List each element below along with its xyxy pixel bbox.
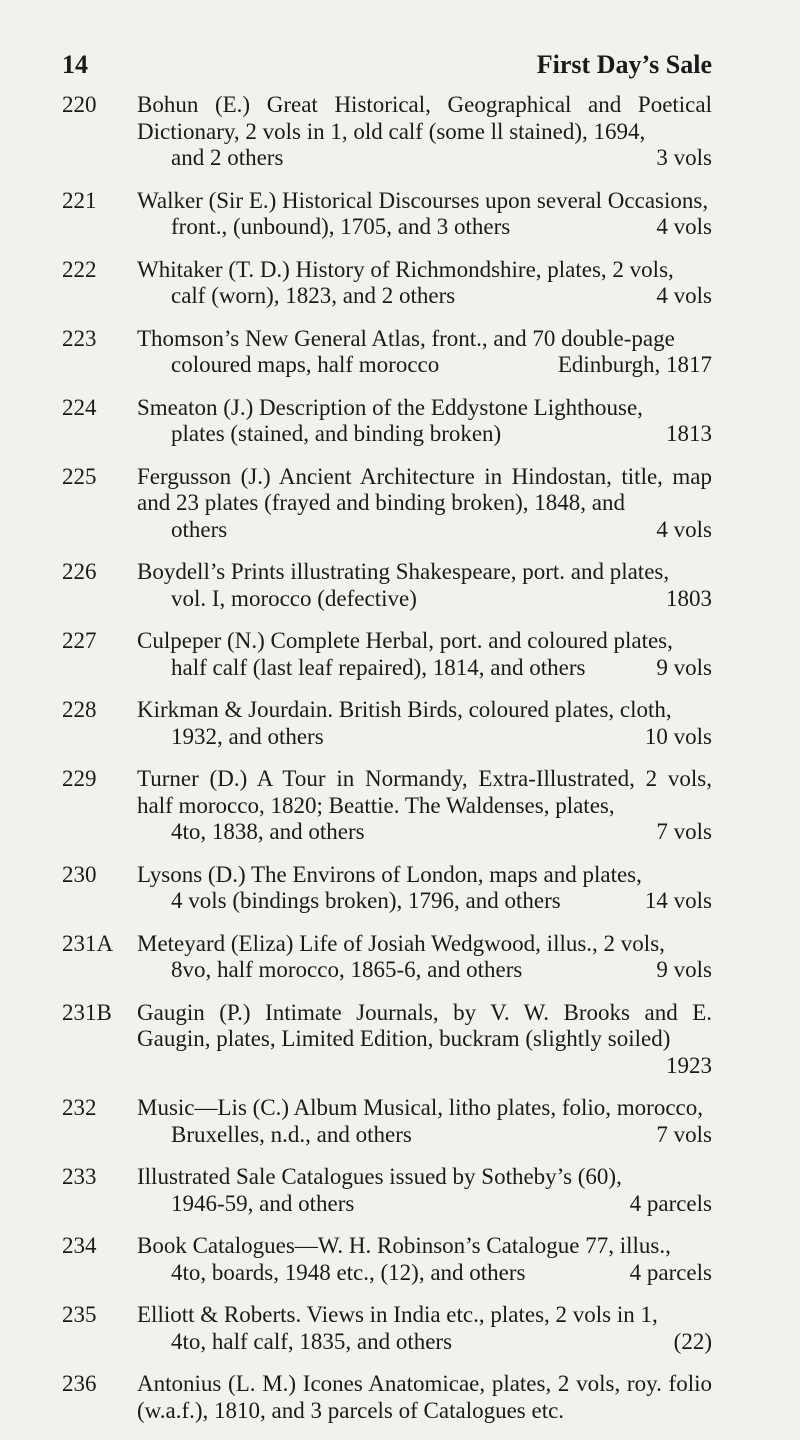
lot-description-end: 1946-59, and others [171, 1190, 355, 1216]
lot-description: Meteyard (Eliza) Life of Josiah Wedgwood, illus., 2 vols, [137, 930, 665, 956]
lot-number: 227 [62, 628, 97, 653]
lot-description-end: 4to, boards, 1948 etc., (12), and others [171, 1259, 526, 1285]
lot-number: 223 [62, 325, 97, 351]
lot-entry [62, 1000, 712, 1080]
lot-number: 226 [62, 559, 97, 584]
lot-tail-row [137, 655, 712, 682]
lot-entry [62, 92, 712, 172]
lot-quantity: 3 vols [656, 145, 712, 170]
lot-description: Kirkman & Jourdain. British Birds, coloured plates, cloth, [137, 697, 672, 722]
lot-description: Smeaton (J.) Description of the Eddystone Lighthouse, [137, 394, 643, 420]
lot-description: Gaugin (P.) Intimate Journals, by V. W. Brooks and E. Gaugin, plates, Limited Edition, buckram (slightly soiled) [137, 999, 712, 1051]
lot-number: 221 [62, 187, 97, 213]
lot-description: Walker (Sir E.) Historical Discourses upon several Occasions, [137, 187, 709, 213]
lot-description: Boydell’s Prints illustrating Shakespeare, port. and plates, [137, 559, 670, 584]
lot-number: 228 [62, 697, 97, 722]
lot-quantity: 9 vols [656, 654, 712, 680]
lot-number: 231B [62, 999, 112, 1025]
lot-entry [62, 1371, 712, 1424]
lot-number: 230 [62, 861, 97, 887]
lot-number: 229 [62, 766, 97, 791]
lot-quantity: 9 vols [656, 957, 712, 982]
lot-entry [62, 559, 712, 612]
lot-description-end: and 2 others [171, 145, 284, 170]
lot-entry [62, 326, 712, 379]
lot-quantity: 7 vols [656, 1121, 712, 1147]
lot-quantity: 1803 [666, 585, 712, 611]
lot-quantity: 10 vols [644, 723, 712, 749]
lot-number: 233 [62, 1164, 97, 1189]
lot-entry [62, 395, 712, 448]
lot-description: Fergusson (J.) Ancient Architecture in Hindostan, title, map and 23 plates (frayed and binding broken), 1848, and [137, 463, 712, 515]
lot-entry [62, 1233, 712, 1286]
lot-description-end: 4to, 1838, and others [171, 819, 365, 844]
lot-description-end: vol. I, morocco (defective) [171, 585, 417, 611]
page-header [62, 50, 712, 90]
lot-tail-row [137, 724, 712, 751]
lot-tail-row [137, 421, 712, 448]
lot-description-end: 8vo, half morocco, 1865-6, and others [171, 957, 523, 982]
lot-description: Turner (D.) A Tour in Normandy, Extra-Illustrated, 2 vols, half morocco, 1820; Beattie. The Waldenses, plates, [137, 766, 712, 818]
lot-quantity: 4 parcels [629, 1259, 712, 1285]
lot-description-end: 4 vols (bindings broken), 1796, and others [171, 888, 561, 913]
lot-description: Bohun (E.) Great Historical, Geographical and Poetical Dictionary, 2 vols in 1, old calf (some ll stained), 1694, [137, 92, 712, 144]
lot-description: Antonius (L. M.) Icones Anatomicae, plates, 2 vols, roy. folio (w.a.f.), 1810, and 3 parcels of Catalogues etc. [137, 1371, 712, 1423]
lot-entry [62, 1095, 712, 1148]
lot-list [62, 92, 712, 1440]
lot-tail-row [137, 1191, 712, 1218]
lot-description-end: coloured maps, half morocco [171, 352, 440, 377]
lot-quantity: 1813 [666, 421, 712, 446]
lot-number: 235 [62, 1302, 97, 1327]
lot-description: Illustrated Sale Catalogues issued by Sotheby’s (60), [137, 1164, 622, 1189]
lot-quantity: 1923 [666, 1052, 712, 1078]
lot-quantity: 7 vols [656, 819, 712, 844]
lot-tail-row [137, 214, 712, 241]
lot-description: Music—Lis (C.) Album Musical, litho plates, folio, morocco, [137, 1095, 703, 1120]
lot-description-end: 1932, and others [171, 723, 324, 749]
lot-description-end: 4to, half calf, 1835, and others [171, 1328, 453, 1354]
lot-tail-row [137, 1053, 712, 1080]
lot-description: Culpeper (N.) Complete Herbal, port. and coloured plates, [137, 628, 673, 653]
lot-entry [62, 931, 712, 984]
lot-entry [62, 628, 712, 681]
lot-number: 222 [62, 256, 97, 282]
lot-description-end: front., (unbound), 1705, and 3 others [171, 214, 511, 239]
lot-tail-row [137, 352, 712, 379]
lot-quantity: 4 vols [656, 283, 712, 308]
lot-number: 232 [62, 1095, 97, 1120]
lot-entry [62, 1164, 712, 1217]
lot-number: 225 [62, 463, 97, 489]
lot-number: 220 [62, 92, 97, 117]
lot-tail-row [137, 283, 712, 310]
lot-tail-row [137, 145, 712, 172]
lot-tail-row [137, 1329, 712, 1356]
lot-entry [62, 257, 712, 310]
lot-tail-row [137, 517, 712, 544]
lot-entry [62, 1302, 712, 1355]
lot-description-end: half calf (last leaf repaired), 1814, and others [171, 654, 586, 680]
page-number: 14 [62, 50, 88, 79]
lot-tail-row [137, 1122, 712, 1149]
lot-entry [62, 697, 712, 750]
lot-number: 224 [62, 394, 97, 420]
lot-tail-row [137, 888, 712, 915]
lot-quantity: Edinburgh, 1817 [557, 352, 712, 377]
lot-tail-row [137, 1260, 712, 1287]
lot-quantity: 4 vols [656, 516, 712, 542]
lot-quantity: 4 vols [656, 214, 712, 239]
lot-description: Book Catalogues—W. H. Robinson’s Catalogue 77, illus., [137, 1233, 671, 1258]
lot-entry [62, 188, 712, 241]
lot-number: 236 [62, 1371, 97, 1396]
lot-description-end: others [171, 516, 228, 542]
lot-description-end: Bruxelles, n.d., and others [171, 1121, 412, 1147]
lot-description: Whitaker (T. D.) History of Richmondshire, plates, 2 vols, [137, 256, 674, 282]
lot-description: Thomson’s New General Atlas, front., and 70 double-page [137, 325, 675, 351]
lot-quantity: 14 vols [644, 888, 712, 913]
lot-description: Lysons (D.) The Environs of London, maps and plates, [137, 861, 642, 887]
lot-quantity: (22) [673, 1328, 712, 1354]
lot-tail-row [137, 957, 712, 984]
lot-entry [62, 862, 712, 915]
running-title: First Day’s Sale [536, 50, 712, 79]
lot-tail-row [137, 819, 712, 846]
lot-entry [62, 766, 712, 846]
lot-tail-row [137, 586, 712, 613]
lot-description-end: plates (stained, and binding broken) [171, 421, 502, 446]
lot-number: 231A [62, 930, 114, 956]
lot-description: Elliott & Roberts. Views in India etc., plates, 2 vols in 1, [137, 1302, 658, 1327]
lot-entry [62, 464, 712, 544]
lot-number: 234 [62, 1233, 97, 1258]
lot-quantity: 4 parcels [629, 1190, 712, 1216]
lot-description-end: calf (worn), 1823, and 2 others [171, 283, 456, 308]
